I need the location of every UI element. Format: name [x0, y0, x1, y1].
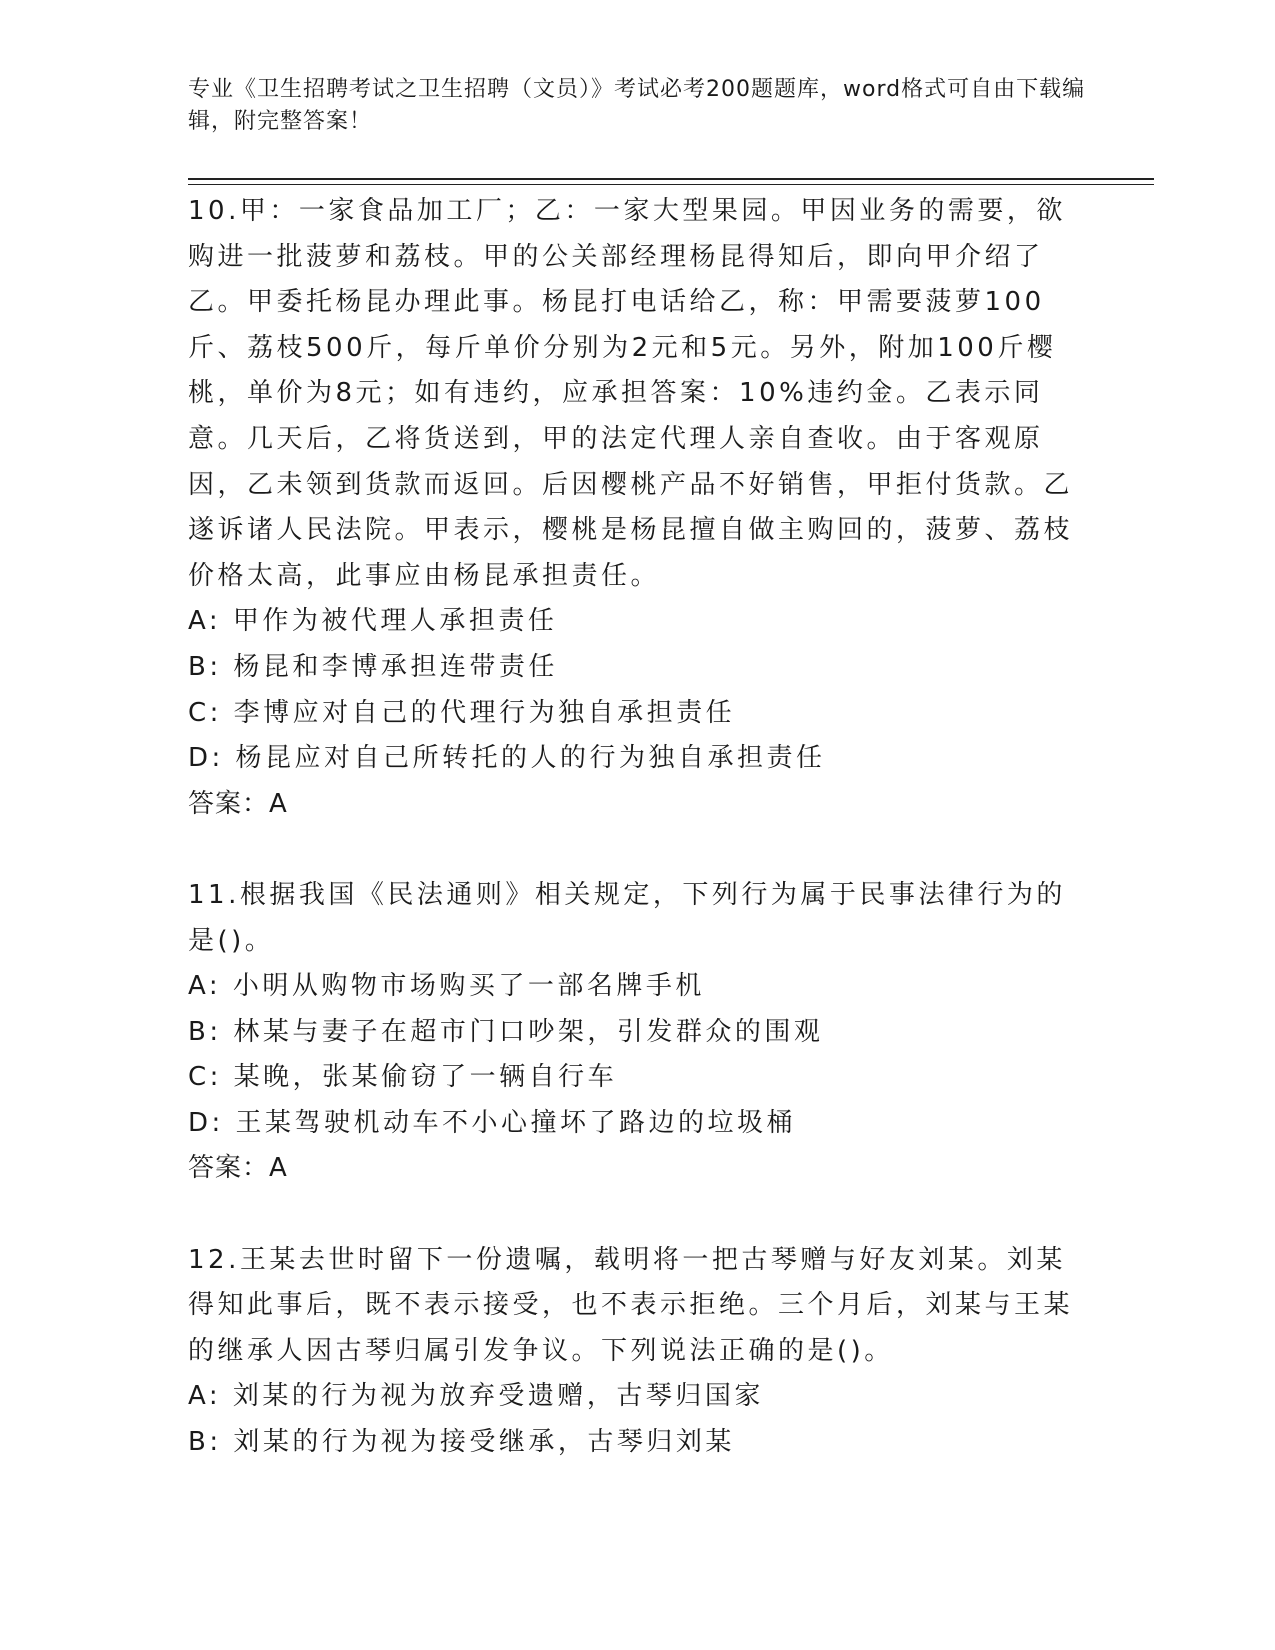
question-text: 10.甲：一家食品加工厂；乙：一家大型果园。甲因业务的需要，欲购进一批菠萝和荔枝。甲的公关部经理杨昆得知后，即向甲介绍了乙。甲委托杨昆办理此事。杨昆打电话给乙，称：甲需要菠萝100斤、荔枝500斤，每斤单价分别为2元和5元。另外，附加100斤樱桃，单价为8元；如有违约，应承担答案：10%违约金。乙表示同意。几天后，乙将货送到，甲的法定代理人亲自查收。由于客观原因，乙未领到货款而返回。后因樱桃产品不好销售，甲拒付货款。乙遂诉诸人民法院。甲表示，樱桃是杨昆擅自做主购回的，菠萝、荔枝价格太高，此事应由杨昆承担责任。	[188, 196, 1074, 591]
answer-line	[188, 1146, 1088, 1192]
question-text: 11.根据我国《民法通则》相关规定，下列行为属于民事法律行为的是()。	[188, 879, 1066, 956]
answer-value: A	[269, 788, 291, 819]
option-a: A: 小明从购物市场购买了一部名牌手机	[188, 971, 705, 1002]
option-a: A: 甲作为被代理人承担责任	[188, 606, 558, 637]
answer-label: 答案：	[188, 1153, 270, 1184]
question-list	[188, 189, 1088, 1466]
question-12	[188, 1238, 1088, 1466]
question-11	[188, 873, 1088, 1192]
answer-label: 答案：	[188, 788, 270, 819]
option-a: A: 刘某的行为视为放弃受遗赠，古琴归国家	[188, 1381, 764, 1412]
header-divider-thick	[188, 178, 1154, 180]
question-spacer	[188, 827, 1088, 873]
header-divider-thin	[188, 184, 1154, 185]
question-spacer	[188, 1192, 1088, 1238]
option-c: C: 某晚，张某偷窃了一辆自行车	[188, 1062, 618, 1093]
question-text: 12.王某去世时留下一份遗嘱，载明将一把古琴赠与好友刘某。刘某得知此事后，既不表示接受，也不表示拒绝。三个月后，刘某与王某的继承人因古琴归属引发争议。下列说法正确的是()。	[188, 1244, 1074, 1366]
option-b: B: 林某与妻子在超市门口吵架，引发群众的围观	[188, 1016, 824, 1047]
option-b: B: 杨昆和李博承担连带责任	[188, 651, 558, 682]
question-10	[188, 189, 1088, 827]
option-d: D: 王某驾驶机动车不小心撞坏了路边的垃圾桶	[188, 1107, 797, 1138]
option-b: B: 刘某的行为视为接受继承，古琴归刘某	[188, 1427, 735, 1458]
document-header: 专业《卫生招聘考试之卫生招聘（文员）》考试必考200题题库，word格式可自由下载编辑，附完整答案！	[188, 77, 1086, 134]
answer-value: A	[269, 1153, 291, 1184]
option-c: C: 李博应对自己的代理行为独自承担责任	[188, 697, 736, 728]
option-d: D: 杨昆应对自己所转托的人的行为独自承担责任	[188, 743, 826, 774]
answer-line	[188, 782, 1088, 828]
